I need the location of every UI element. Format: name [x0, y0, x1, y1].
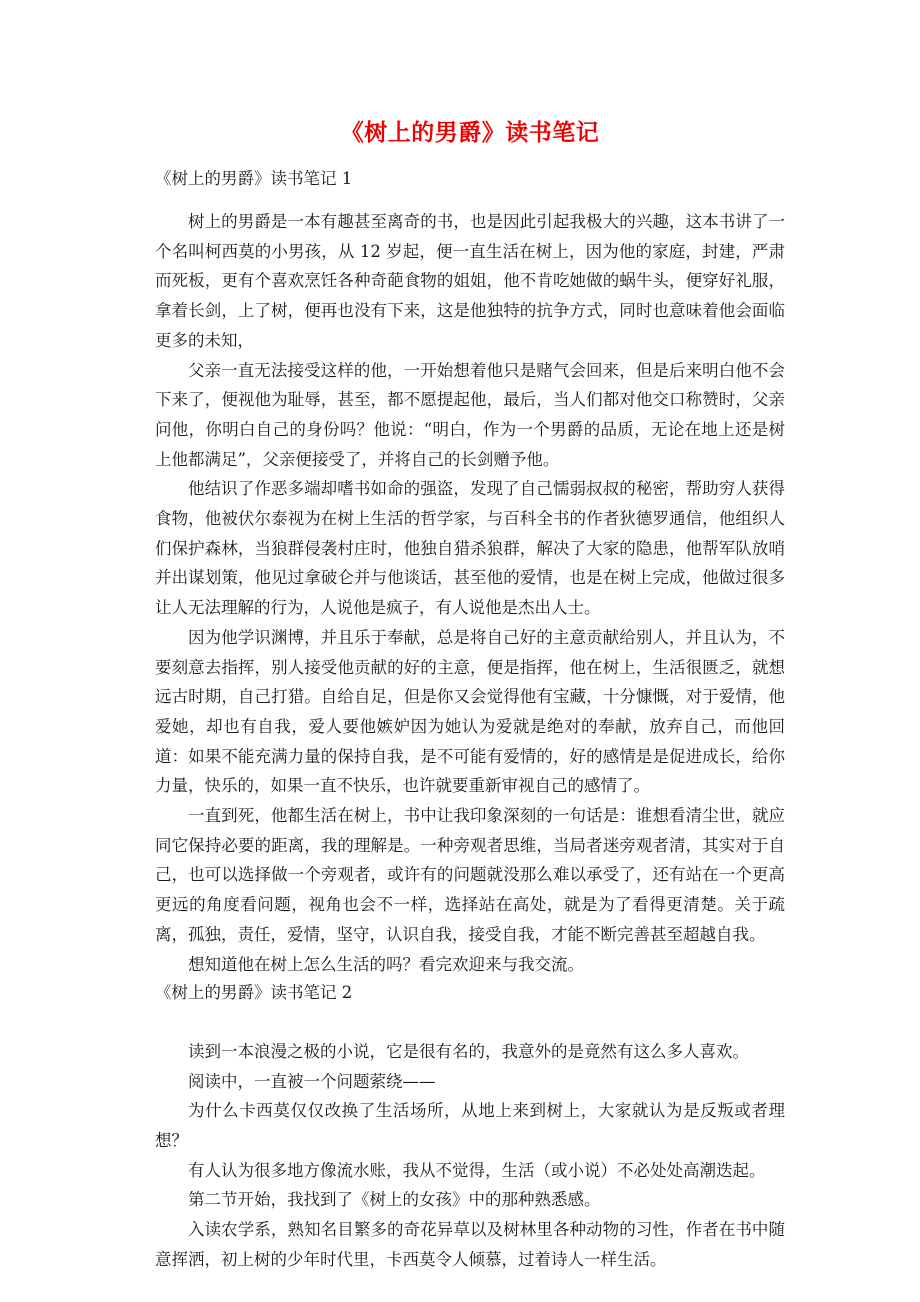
paragraph-2-3: 为什么卡西莫仅仅改换了生活场所，从地上来到树上，大家就认为是反叛或者理想？: [155, 1101, 785, 1151]
paragraph-1-1: 树上的男爵是一本有趣甚至离奇的书，也是因此引起我极大的兴趣，这本书讲了一个名叫柯西莫的小男孩，从 12 岁起，便一直生活在树上，因为他的家庭，封建，严肃而死板，更有个喜欢烹饪各种奇葩食物的姐姐，他不肯吃她做的蜗牛头，便穿好礼服，拿着长剑，上了树，便再也没有下来，这是他独特的抗争方式，同时也意味着他会面临更多的未知，: [155, 212, 785, 350]
document-content: [155, 0, 785, 1275]
section-heading-1: 《树上的男爵》读书笔记 1: [155, 169, 353, 188]
paragraph-2-4: 有人认为很多地方像流水账，我从不觉得，生活（或小说）不必处处高潮迭起。: [188, 1160, 766, 1180]
paragraph-1-2: 父亲一直无法接受这样的他，一开始想着他只是赌气会回来，但是后来明白他不会下来了，便视他为耻辱，甚至，都不愿提起他，最后，当人们都对他交口称赞时，父亲问他，你明白自己的身份吗？他说：“明白，作为一个男爵的品质，无论在地上还是树上他都满足”，父亲便接受了，并将自己的长剑赠予他。: [155, 360, 785, 469]
paragraph-2-1: 读到一本浪漫之极的小说，它是很有名的，我意外的是竟然有这么多人喜欢。: [188, 1041, 749, 1061]
paragraph-1-3: 他结识了作恶多端却嗜书如命的强盗，发现了自己懦弱叔叔的秘密，帮助穷人获得食物，他被伏尔泰视为在树上生活的哲学家，与百科全书的作者狄德罗通信，他组织人们保护森林，当狼群侵袭村庄时，他独自猎杀狼群，解决了大家的隐患，他帮军队放哨并出谋划策，他见过拿破仑并与他谈话，甚至他的爱情，也是在树上完成，他做过很多让人无法理解的行为，人说他是疯子，有人说他是杰出人士。: [155, 479, 785, 618]
paragraph-1-5: 一直到死，他都生活在树上，书中让我印象深刻的一句话是：谁想看清尘世，就应同它保持必要的距离，我的理解是。一种旁观者思维，当局者迷旁观者清，其实对于自己，也可以选择做一个旁观者，或许有的问题就没那么难以承受了，还有站在一个更高更远的角度看问题，视角也会不一样，选择站在高处，就是为了看得更清楚。关于疏离，孤独，责任，爱情，坚守，认识自我，接受自我，才能不断完善甚至超越自我。: [155, 806, 785, 944]
section-heading-2: 《树上的男爵》读书笔记 2: [155, 983, 353, 1003]
blank-line-spacer: [155, 1007, 785, 1037]
paragraph-2-2: 阅读中，一直被一个问题萦绕——: [188, 1071, 436, 1091]
paragraph-2-5: 第二节开始，我找到了《树上的女孩》中的那种熟悉感。: [188, 1190, 601, 1210]
paragraph-1-6: 想知道他在树上怎么生活的吗？看完欢迎来与我交流。: [188, 954, 584, 974]
page-title: 《树上的男爵》读书笔记: [340, 119, 600, 146]
paragraph-2-6: 入读农学系，熟知名目繁多的奇花异草以及树林里各种动物的习性，作者在书中随意挥洒，初上树的少年时代里，卡西莫令人倾慕，过着诗人一样生活。: [155, 1220, 785, 1269]
paragraph-1-4: 因为他学识渊博，并且乐于奉献，总是将自己好的主意贡献给别人，并且认为，不要刻意去指挥，别人接受他贡献的好的主意，便是指挥，他在树上，生活很匮乏，就想远古时期，自己打猎。自给自足，但是你又会觉得他有宝藏，十分慷慨，对于爱情，他爱她，却也有自我，爱人要他嫉妒因为她认为爱就是绝对的奉献，放弃自己，而他回道：如果不能充满力量的保持自我，是不可能有爱情的，好的感情是是促进成长，给你力量，快乐的，如果一直不快乐，也许就要重新审视自己的感情了。: [155, 627, 785, 796]
